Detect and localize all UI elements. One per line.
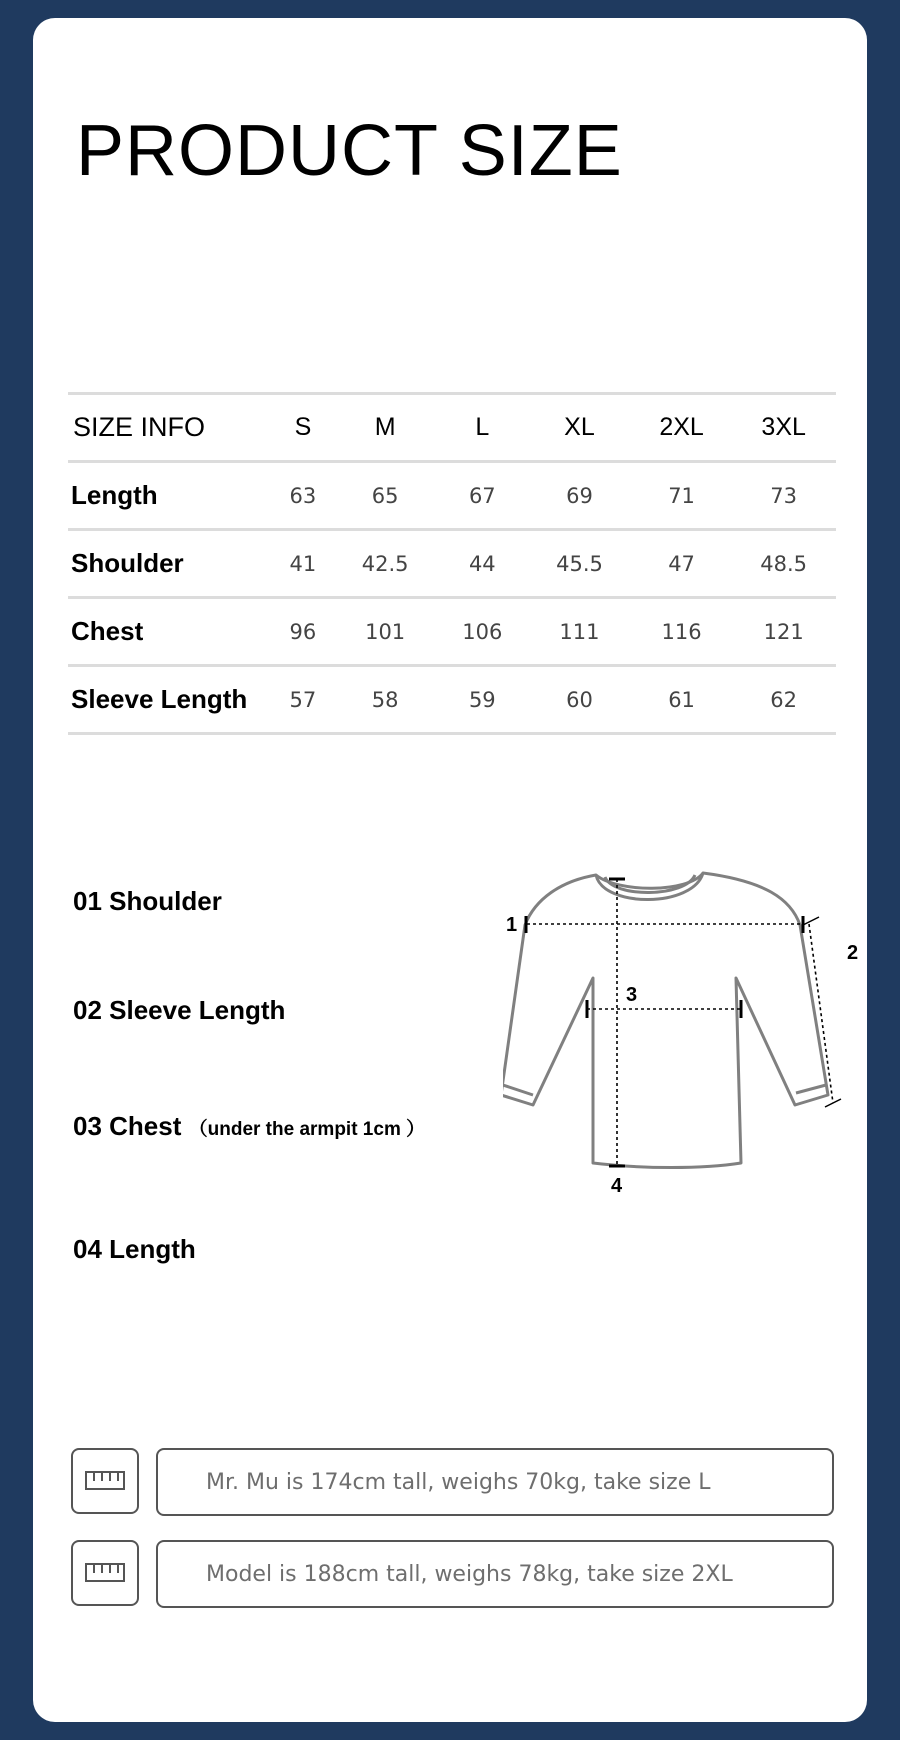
size-header: XL bbox=[564, 413, 595, 441]
table-cell: 101 bbox=[365, 619, 406, 644]
model-description: Model is 188cm tall, weighs 78kg, take size 2XL bbox=[156, 1540, 834, 1608]
table-cell: 106 bbox=[462, 619, 503, 644]
table-cell: 121 bbox=[763, 619, 804, 644]
ruler-icon bbox=[84, 1470, 126, 1492]
table-cell: 44 bbox=[468, 551, 496, 576]
size-header: 3XL bbox=[761, 413, 806, 441]
row-label: Sleeve Length bbox=[71, 684, 248, 714]
legend-length: 04 Length bbox=[73, 1234, 196, 1264]
ruler-icon bbox=[84, 1562, 126, 1584]
measurement-ticks bbox=[526, 879, 803, 1166]
sleeve-ticks bbox=[803, 917, 841, 1107]
ruler-icon-box bbox=[71, 1448, 139, 1514]
table-cell: 69 bbox=[566, 483, 593, 508]
marker-2: 2 bbox=[847, 942, 859, 964]
size-card bbox=[33, 18, 867, 1722]
legend-chest-label: 03 Chest bbox=[73, 1111, 182, 1141]
table-header-row bbox=[68, 394, 836, 462]
marker-1: 1 bbox=[506, 914, 518, 936]
table-cell: 71 bbox=[668, 483, 695, 508]
size-info-header: SIZE INFO bbox=[73, 412, 206, 442]
marker-4: 4 bbox=[611, 1175, 623, 1197]
table-cell: 96 bbox=[289, 619, 317, 644]
table-cell: 73 bbox=[770, 483, 798, 508]
table-cell: 41 bbox=[289, 551, 317, 576]
table-cell: 62 bbox=[770, 687, 798, 712]
table-cell: 63 bbox=[289, 483, 317, 508]
table-cell: 47 bbox=[668, 551, 695, 576]
legend-chest bbox=[73, 1111, 425, 1142]
table-cell: 61 bbox=[668, 687, 695, 712]
table-cell: 65 bbox=[371, 483, 399, 508]
shirt-measurement-diagram bbox=[503, 863, 900, 1203]
table-cell: 60 bbox=[566, 687, 593, 712]
table-cell: 48.5 bbox=[760, 551, 808, 576]
table-cell: 116 bbox=[661, 619, 702, 644]
table-cell: 59 bbox=[468, 687, 496, 712]
row-label: Length bbox=[71, 480, 158, 510]
legend-shoulder: 01 Shoulder bbox=[73, 886, 222, 916]
model-info-row bbox=[71, 1448, 839, 1516]
model-info-row bbox=[71, 1540, 839, 1608]
table-cell: 67 bbox=[468, 483, 496, 508]
size-header: M bbox=[374, 413, 396, 441]
legend-sleeve-length: 02 Sleeve Length bbox=[73, 995, 286, 1025]
size-header: 2XL bbox=[659, 413, 704, 441]
table-cell: 42.5 bbox=[361, 551, 409, 576]
table-row bbox=[68, 666, 836, 734]
table-cell: 111 bbox=[559, 619, 600, 644]
table-row bbox=[68, 598, 836, 666]
legend-chest-note: （under the armpit 1cm ） bbox=[188, 1119, 426, 1140]
size-header: S bbox=[294, 413, 312, 441]
size-table bbox=[68, 392, 836, 735]
table-cell: 57 bbox=[289, 687, 317, 712]
row-label: Shoulder bbox=[71, 548, 184, 578]
size-header: L bbox=[475, 413, 490, 441]
model-description: Mr. Mu is 174cm tall, weighs 70kg, take size L bbox=[156, 1448, 834, 1516]
row-label: Chest bbox=[71, 616, 144, 646]
marker-3: 3 bbox=[626, 984, 638, 1006]
ruler-icon-box bbox=[71, 1540, 139, 1606]
table-row bbox=[68, 462, 836, 530]
table-cell: 45.5 bbox=[556, 551, 603, 576]
table-row bbox=[68, 530, 836, 598]
page-title: PRODUCT SIZE bbox=[76, 111, 623, 191]
table-cell: 58 bbox=[371, 687, 399, 712]
shirt-outline bbox=[503, 873, 828, 1168]
